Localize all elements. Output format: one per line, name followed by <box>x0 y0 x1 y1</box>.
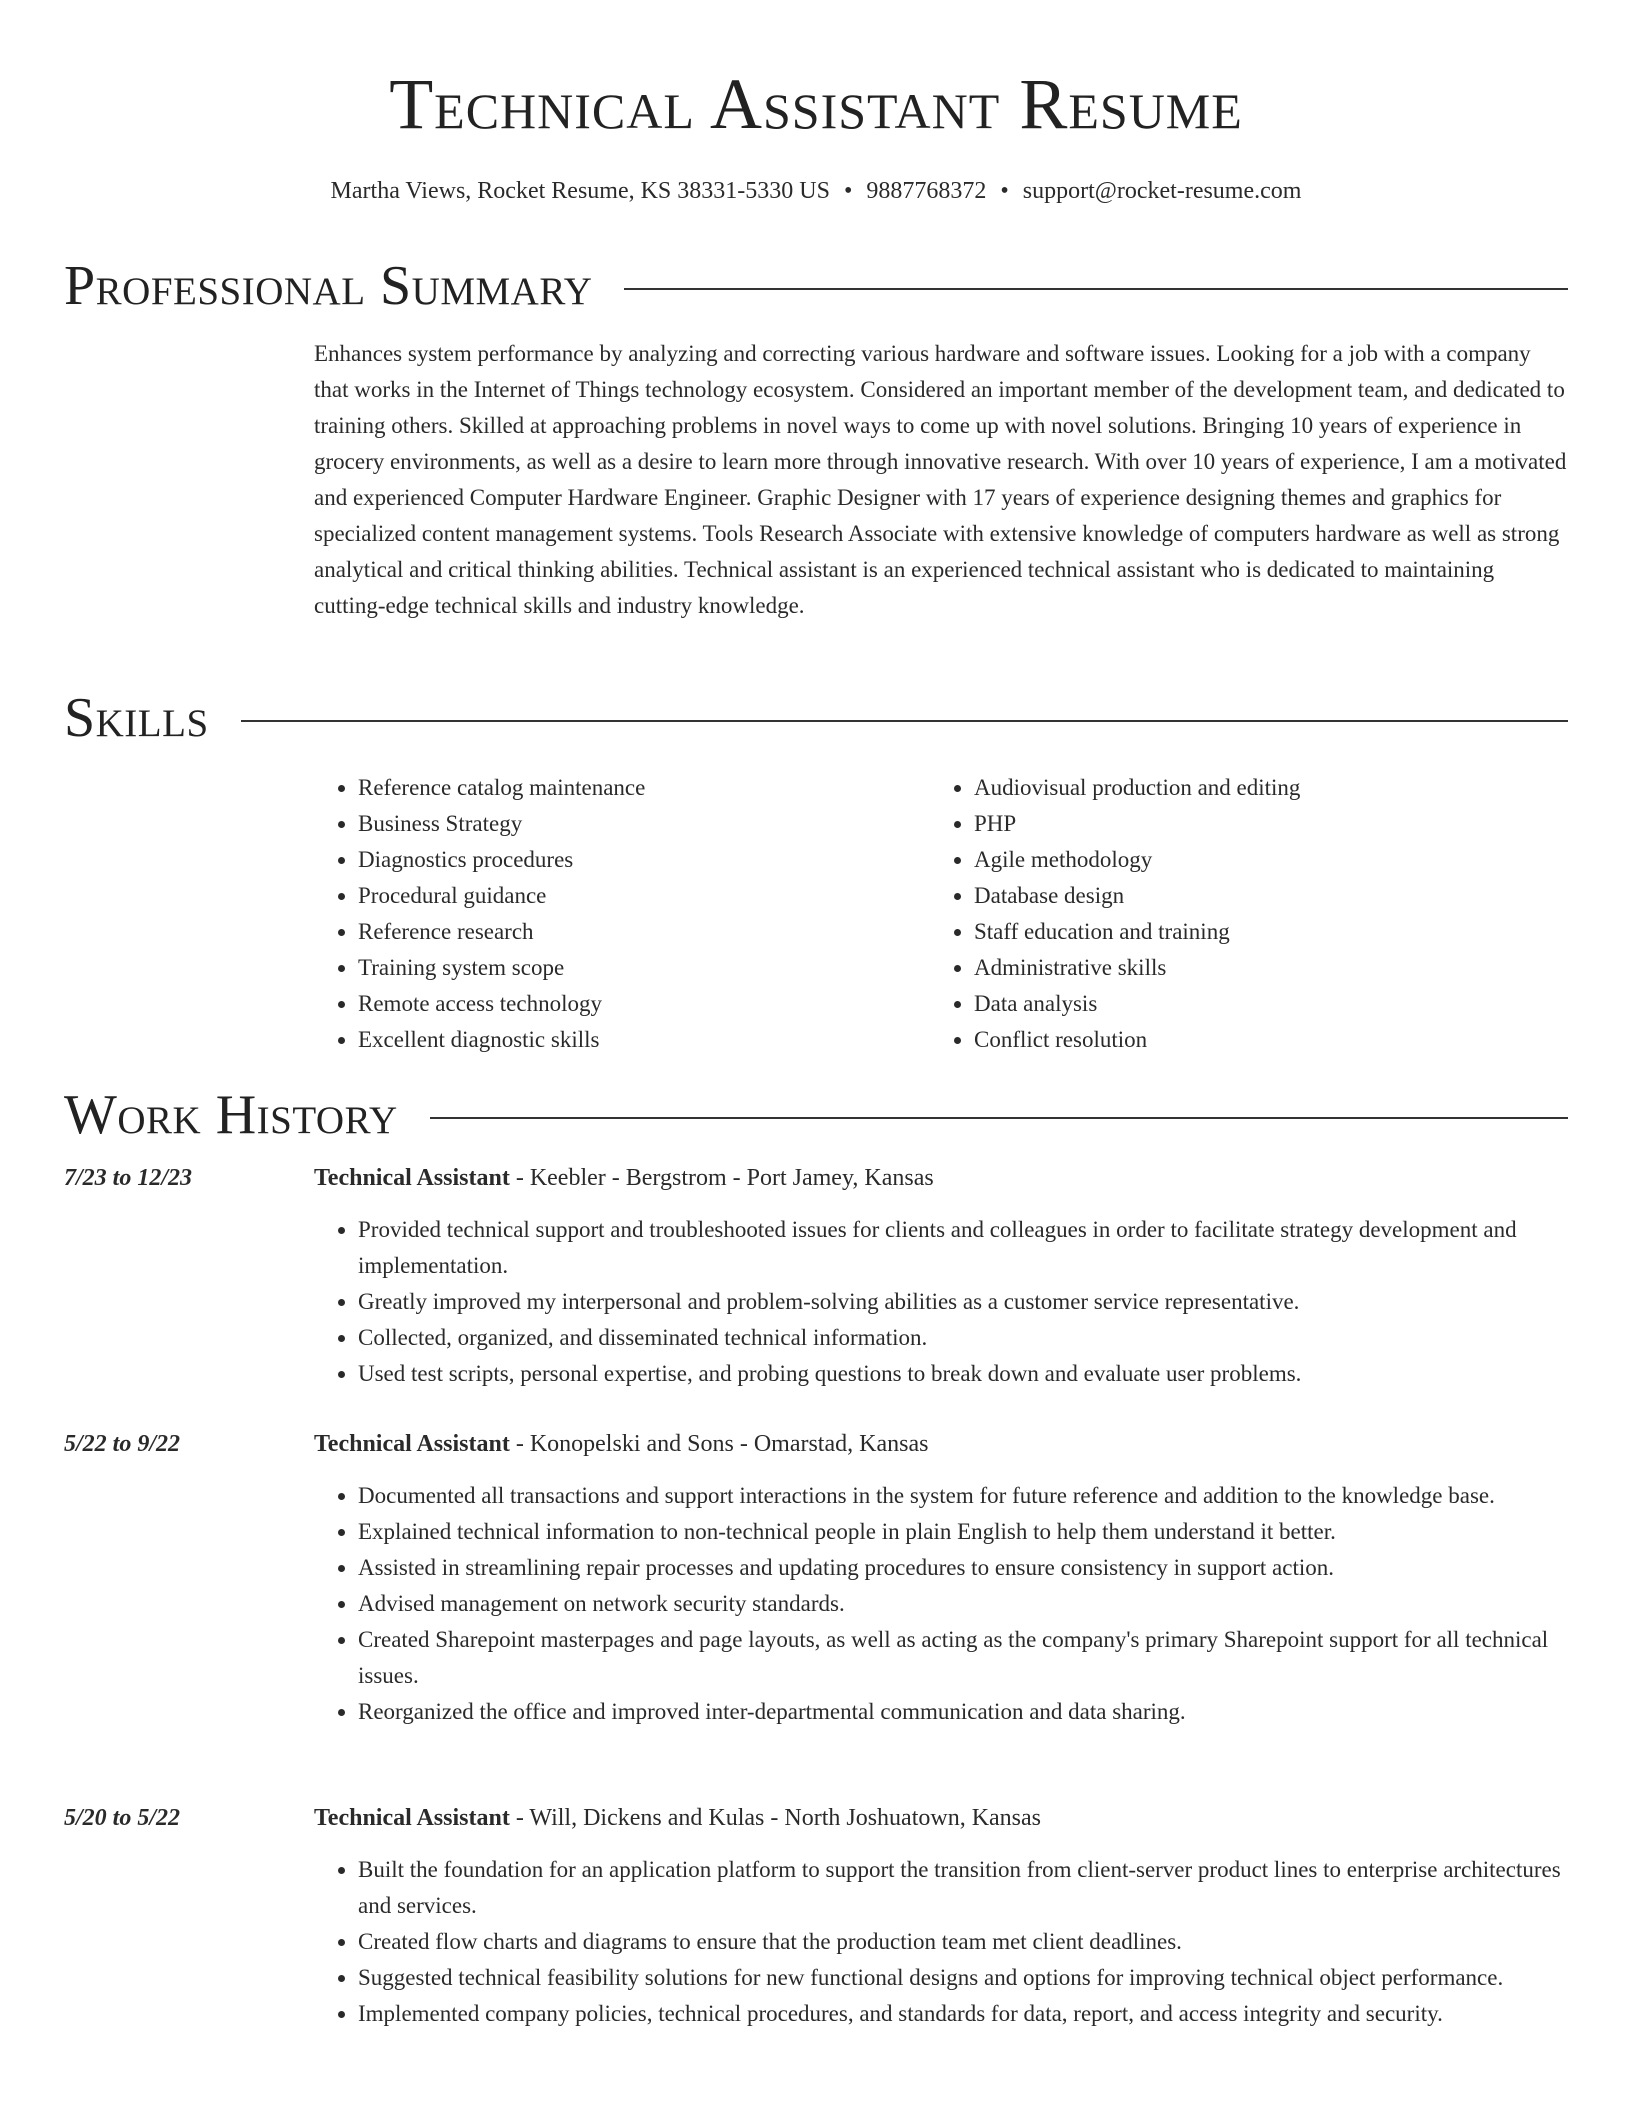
skill-item: • Business Strategy <box>358 806 930 842</box>
skills-column-right <box>930 770 1546 1058</box>
summary-heading: Professional Summary <box>64 255 593 317</box>
section-divider <box>624 288 1568 290</box>
job-role: Technical Assistant <box>314 1805 510 1831</box>
section-divider <box>430 1117 1568 1119</box>
job-dates: 5/22 to 9/22 <box>64 1431 181 1457</box>
job-entry <box>64 1160 1570 1392</box>
work-heading: Work History <box>64 1084 398 1146</box>
job-dates: 7/23 to 12/23 <box>64 1165 193 1191</box>
job-duty: • Greatly improved my interpersonal and problem-solving abilities as a customer service representative. <box>358 1284 1570 1320</box>
job-employer: - Keebler - Bergstrom - Port Jamey, Kansas <box>509 1165 934 1191</box>
summary-text: Enhances system performance by analyzing and correcting various hardware and software issues. Looking for a job with a company that works in the Internet of Things technology ecosystem. Considered an important member of the development team, and dedicated to training others. Skilled at approaching problems in novel ways to come up with novel solutions. Bringing 10 years of experience in grocery environments, as well as a desire to learn more through innovative research. With over 10 years of experience, I am a motivated and experienced Computer Hardware Engineer. Graphic Designer with 17 years of experience designing themes and graphics for specialized content management systems. Tools Research Associate with extensive knowledge of computers hardware as well as strong analytical and critical thinking abilities. Technical assistant is an experienced technical assistant who is dedicated to maintaining cutting-edge technical skills and industry knowledge. <box>314 341 1567 618</box>
job-employer: - Konopelski and Sons - Omarstad, Kansas <box>509 1431 929 1457</box>
skill-item: • Conflict resolution <box>974 1022 1546 1058</box>
job-header <box>64 1800 1570 1836</box>
job-duty: • Used test scripts, personal expertise, and probing questions to break down and evaluate user problems. <box>358 1356 1570 1392</box>
job-employer: - Will, Dickens and Kulas - North Joshuatown, Kansas <box>509 1805 1042 1831</box>
skills-list <box>314 770 1570 1058</box>
skill-item: • Remote access technology <box>358 986 930 1022</box>
contact-line <box>0 174 1632 208</box>
job-duty: • Advised management on network security standards. <box>358 1586 1570 1622</box>
skill-item: • Procedural guidance <box>358 878 930 914</box>
resume-title: Technical Assistant Resume <box>389 64 1243 144</box>
job-duty: • Provided technical support and troubleshooted issues for clients and colleagues in order to facilitate strategy development and implementation. <box>358 1212 1570 1284</box>
skill-item: • Audiovisual production and editing <box>974 770 1546 806</box>
job-duties <box>314 1212 1570 1392</box>
job-role: Technical Assistant <box>314 1431 510 1457</box>
job-duty: • Suggested technical feasibility solutions for new functional designs and options for improving technical object performance. <box>358 1960 1570 1996</box>
skill-item: • Administrative skills <box>974 950 1546 986</box>
job-duties <box>314 1852 1570 2032</box>
skill-item: • Reference catalog maintenance <box>358 770 930 806</box>
skill-item: • Data analysis <box>974 986 1546 1022</box>
contact-phone: 9887768372 <box>866 178 987 204</box>
job-duty: • Created Sharepoint masterpages and page layouts, as well as acting as the company's primary Sharepoint support for all technical issues. <box>358 1622 1570 1694</box>
skills-heading: Skills <box>64 687 209 749</box>
job-duty: • Assisted in streamlining repair processes and updating procedures to ensure consistency in support action. <box>358 1550 1570 1586</box>
job-duty: • Documented all transactions and support interactions in the system for future reference and addition to the knowledge base. <box>358 1478 1570 1514</box>
skill-item: • Staff education and training <box>974 914 1546 950</box>
job-entry <box>64 1426 1570 1730</box>
work-section-header <box>64 1083 1568 1147</box>
job-title-line <box>314 1160 1570 1196</box>
job-role: Technical Assistant <box>314 1165 510 1191</box>
job-duty: • Collected, organized, and disseminated technical information. <box>358 1320 1570 1356</box>
skill-item: • Training system scope <box>358 950 930 986</box>
contact-address: Martha Views, Rocket Resume, KS 38331-5330 US <box>330 178 830 204</box>
job-title-line <box>314 1426 1570 1462</box>
summary-section-header <box>64 254 1568 318</box>
job-duty: • Implemented company policies, technical procedures, and standards for data, report, and access integrity and security. <box>358 1996 1570 2032</box>
job-header <box>64 1426 1570 1462</box>
job-header <box>64 1160 1570 1196</box>
job-entry <box>64 1800 1570 2032</box>
job-duty: • Built the foundation for an application platform to support the transition from client-server product lines to enterprise architectures and services. <box>358 1852 1570 1924</box>
section-divider <box>241 720 1568 722</box>
contact-separator: • <box>843 178 853 204</box>
job-duty: • Reorganized the office and improved inter-departmental communication and data sharing. <box>358 1694 1570 1730</box>
skill-item: • Excellent diagnostic skills <box>358 1022 930 1058</box>
skills-section-header <box>64 686 1568 750</box>
contact-email: support@rocket-resume.com <box>1022 178 1302 204</box>
job-duties <box>314 1478 1570 1730</box>
skill-item: • Agile methodology <box>974 842 1546 878</box>
job-duty: • Created flow charts and diagrams to ensure that the production team met client deadlines. <box>358 1924 1570 1960</box>
skills-column-left <box>314 770 930 1058</box>
skill-item: • Reference research <box>358 914 930 950</box>
skill-item: • PHP <box>974 806 1546 842</box>
job-dates: 5/20 to 5/22 <box>64 1805 181 1831</box>
skill-item: • Database design <box>974 878 1546 914</box>
job-title-line <box>314 1800 1570 1836</box>
contact-separator: • <box>1000 178 1009 204</box>
job-duty: • Explained technical information to non-technical people in plain English to help them understand it better. <box>358 1514 1570 1550</box>
skill-item: • Diagnostics procedures <box>358 842 930 878</box>
